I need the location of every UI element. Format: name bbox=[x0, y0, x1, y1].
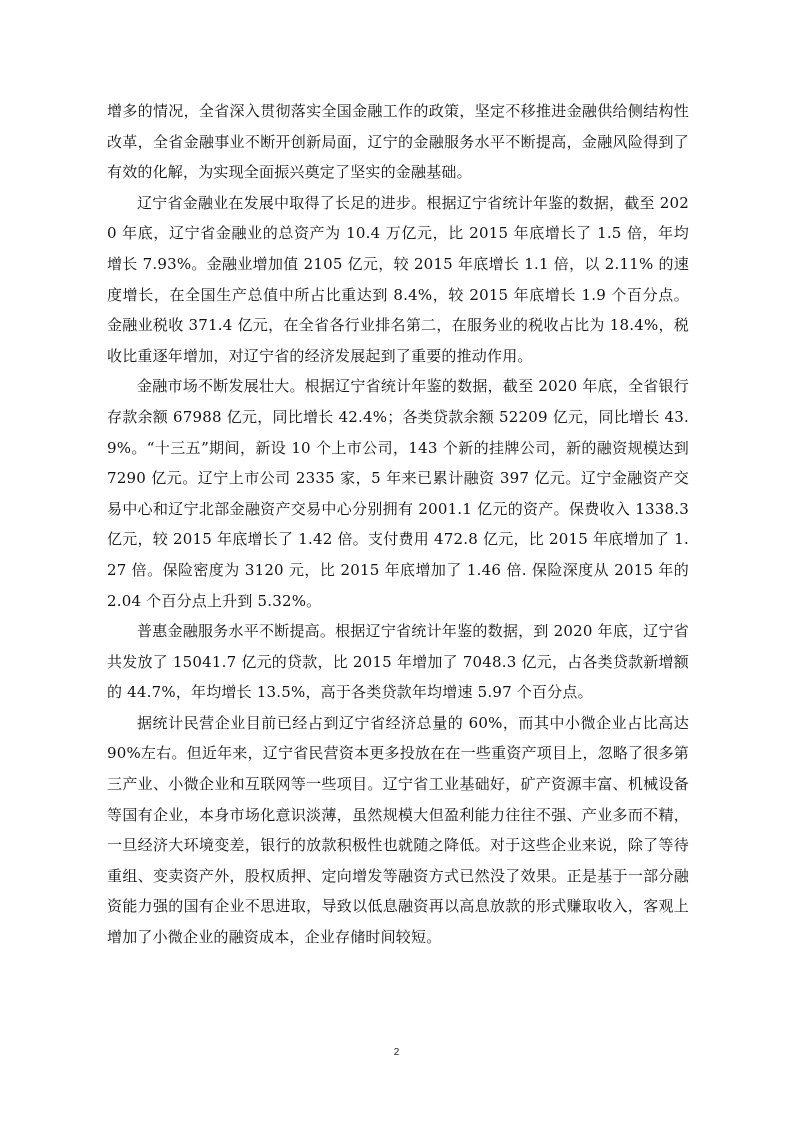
paragraph-continuation: 增多的情况，全省深入贯彻落实全国金融工作的政策，坚定不移推进金融供给侧结构性改革，全省金融事业不断开创新局面，辽宁的金融服务水平不断提高，金融风险得到了有效的化解，为实现全面振兴奠定了坚实的金融基础。 bbox=[107, 102, 689, 182]
page-number: 2 bbox=[393, 1047, 400, 1058]
paragraph-financial-market-growth: 金融市场不断发展壮大。根据辽宁省统计年鉴的数据，截至 2020 年底，全省银行存款余额 67988 亿元，同比增长 42.4%；各类贷款余额 52209 亿元，同比增长 43.9%。“十三五”期间，新设 10 个上市公司，143 个新的挂牌公司，新的融资规模达到 7290 亿元。辽宁上市公司 2335 家，5 年来已累计融资 397 亿元。辽宁金融资产交易中心和辽宁北部金融资产交易中心分别拥有 2001.1 亿元的资产。保费收入 1338.3 亿元，较 2015 年底增长了 1.42 倍。支付费用 472.8 亿元，比 2015 年底增加了 1.27 倍。保险密度为 3120 元，比 2015 年底增加了 1.46 倍. 保险深度从 2015 年的 2.04 个百分点上升到 5.32%。 bbox=[107, 377, 689, 610]
paragraph-private-enterprises: 据统计民营企业目前已经占到辽宁省经济总量的 60%，而其中小微企业占比高达 90%左右。但近年来，辽宁省民营资本更多投放在在一些重资产项目上，忽略了很多第三产业、小微企业和互联网等一些项目。辽宁省工业基础好，矿产资源丰富、机械设备等国有企业，本身市场化意识淡薄，虽然规模大但盈利能力往往不强、产业多而不精，一旦经济大环境变差，银行的放款积极性也就随之降低。对于这些企业来说，除了等待重组、变卖资产外，股权质押、定向增发等融资方式已然没了效果。正是基于一部分融资能力强的国有企业不思进取，导致以低息融资再以高息放款的形式赚取收入，客观上增加了小微企业的融资成本，企业存储时间较短。 bbox=[107, 713, 689, 947]
body-text bbox=[107, 96, 689, 953]
paragraph-inclusive-finance: 普惠金融服务水平不断提高。根据辽宁省统计年鉴的数据，到 2020 年底，辽宁省共发放了 15041.7 亿元的贷款，比 2015 年增加了 7048.3 亿元，占各类贷款新增额的 44.7%，年均增长 13.5%，高于各类贷款年均增速 5.97 个百分点。 bbox=[107, 622, 689, 702]
paragraph-financial-industry-progress: 辽宁省金融业在发展中取得了长足的进步。根据辽宁省统计年鉴的数据，截至 2020 年底，辽宁省金融业的总资产为 10.4 万亿元，比 2015 年底增长了 1.5 倍，年均增长 7.93%。金融业增加值 2105 亿元，较 2015 年底增长 1.1 倍，以 2.11% 的速度增长，在全国生产总值中所占比重达到 8.4%，较 2015 年底增长 1.9 个百分点。金融业税收 371.4 亿元，在全省各行业排名第二，在服务业的税收占比为 18.4%，税收比重逐年增加，对辽宁省的经济发展起到了重要的推动作用。 bbox=[107, 193, 689, 365]
